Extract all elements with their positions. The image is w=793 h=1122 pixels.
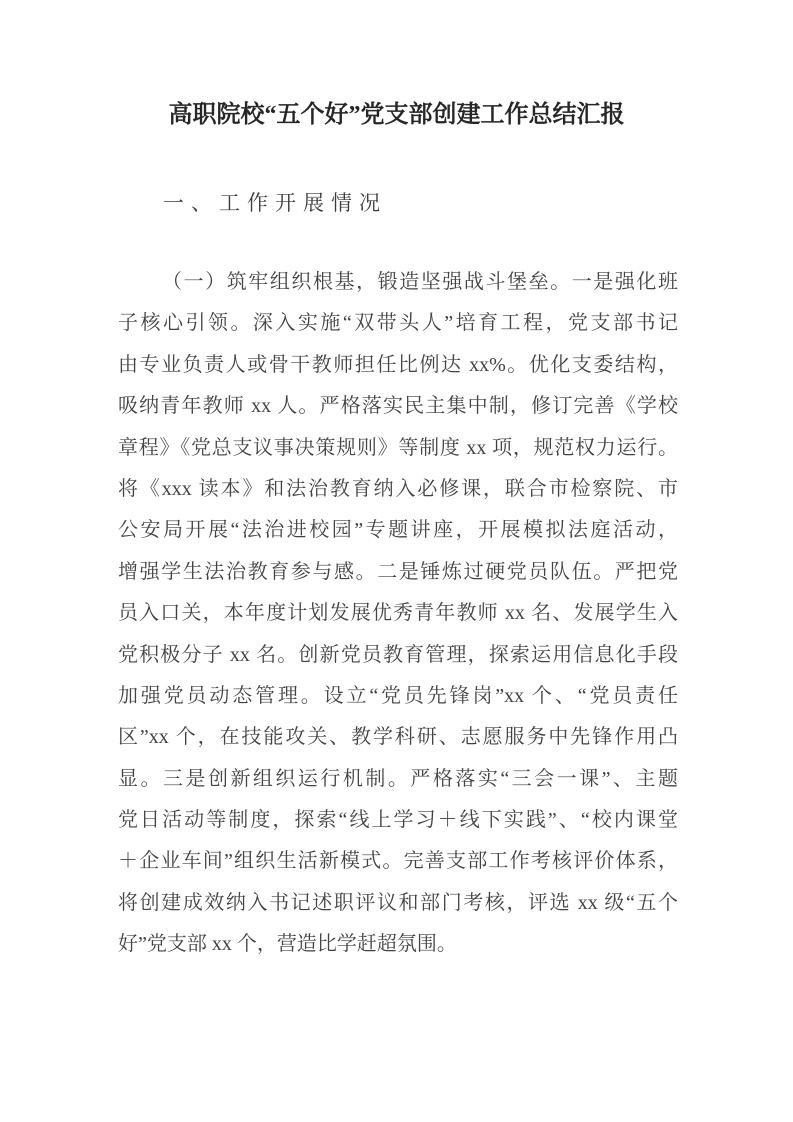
paragraph-line: 党积极分子 xx 名。创新党员教育管理，探索运用信息化手段 xyxy=(118,643,678,666)
document-title: 高职院校“五个好”党支部创建工作总结汇报 xyxy=(168,102,625,128)
body-paragraph xyxy=(118,262,678,966)
paragraph-line: 党日活动等制度，探索“线上学习＋线下实践”、“校内课堂 xyxy=(118,809,678,832)
paragraph-line: （一）筑牢组织根基，锻造坚强战斗堡垒。一是强化班 xyxy=(162,271,678,293)
paragraph-line: ＋企业车间”组织生活新模式。完善支部工作考核评价体系， xyxy=(118,850,678,873)
paragraph-line: 好”党支部 xx 个，营造比学赶超氛围。 xyxy=(118,933,457,956)
paragraph-line: 公安局开展“法治进校园”专题讲座，开展模拟法庭活动， xyxy=(118,519,678,542)
paragraph-line: 增强学生法治教育参与感。二是锤炼过硬党员队伍。严把党 xyxy=(118,560,678,583)
paragraph-line: 吸纳青年教师 xx 人。严格落实民主集中制，修订完善《学校 xyxy=(118,395,678,418)
paragraph-line: 章程》《党总支议事决策规则》等制度 xx 项，规范权力运行。 xyxy=(118,436,678,459)
paragraph-line: 将创建成效纳入书记述职评议和部门考核，评选 xx 级“五个 xyxy=(118,891,678,914)
paragraph-line: 由专业负责人或骨干教师担任比例达 xx%。优化支委结构， xyxy=(118,353,678,376)
paragraph-line: 区”xx 个，在技能攻关、教学科研、志愿服务中先锋作用凸 xyxy=(118,726,678,749)
section-heading: 一、工作开展情况 xyxy=(163,191,387,215)
paragraph-line: 将《xxx 读本》和法治教育纳入必修课，联合市检察院、市 xyxy=(118,477,678,500)
paragraph-line: 显。三是创新组织运行机制。严格落实“三会一课”、主题 xyxy=(118,767,678,790)
paragraph-line: 子核心引领。深入实施“双带头人”培育工程，党支部书记 xyxy=(118,312,678,335)
paragraph-line: 加强党员动态管理。设立“党员先锋岗”xx 个、“党员责任 xyxy=(118,684,678,707)
paragraph-line: 员入口关，本年度计划发展优秀青年教师 xx 名、发展学生入 xyxy=(118,602,678,625)
